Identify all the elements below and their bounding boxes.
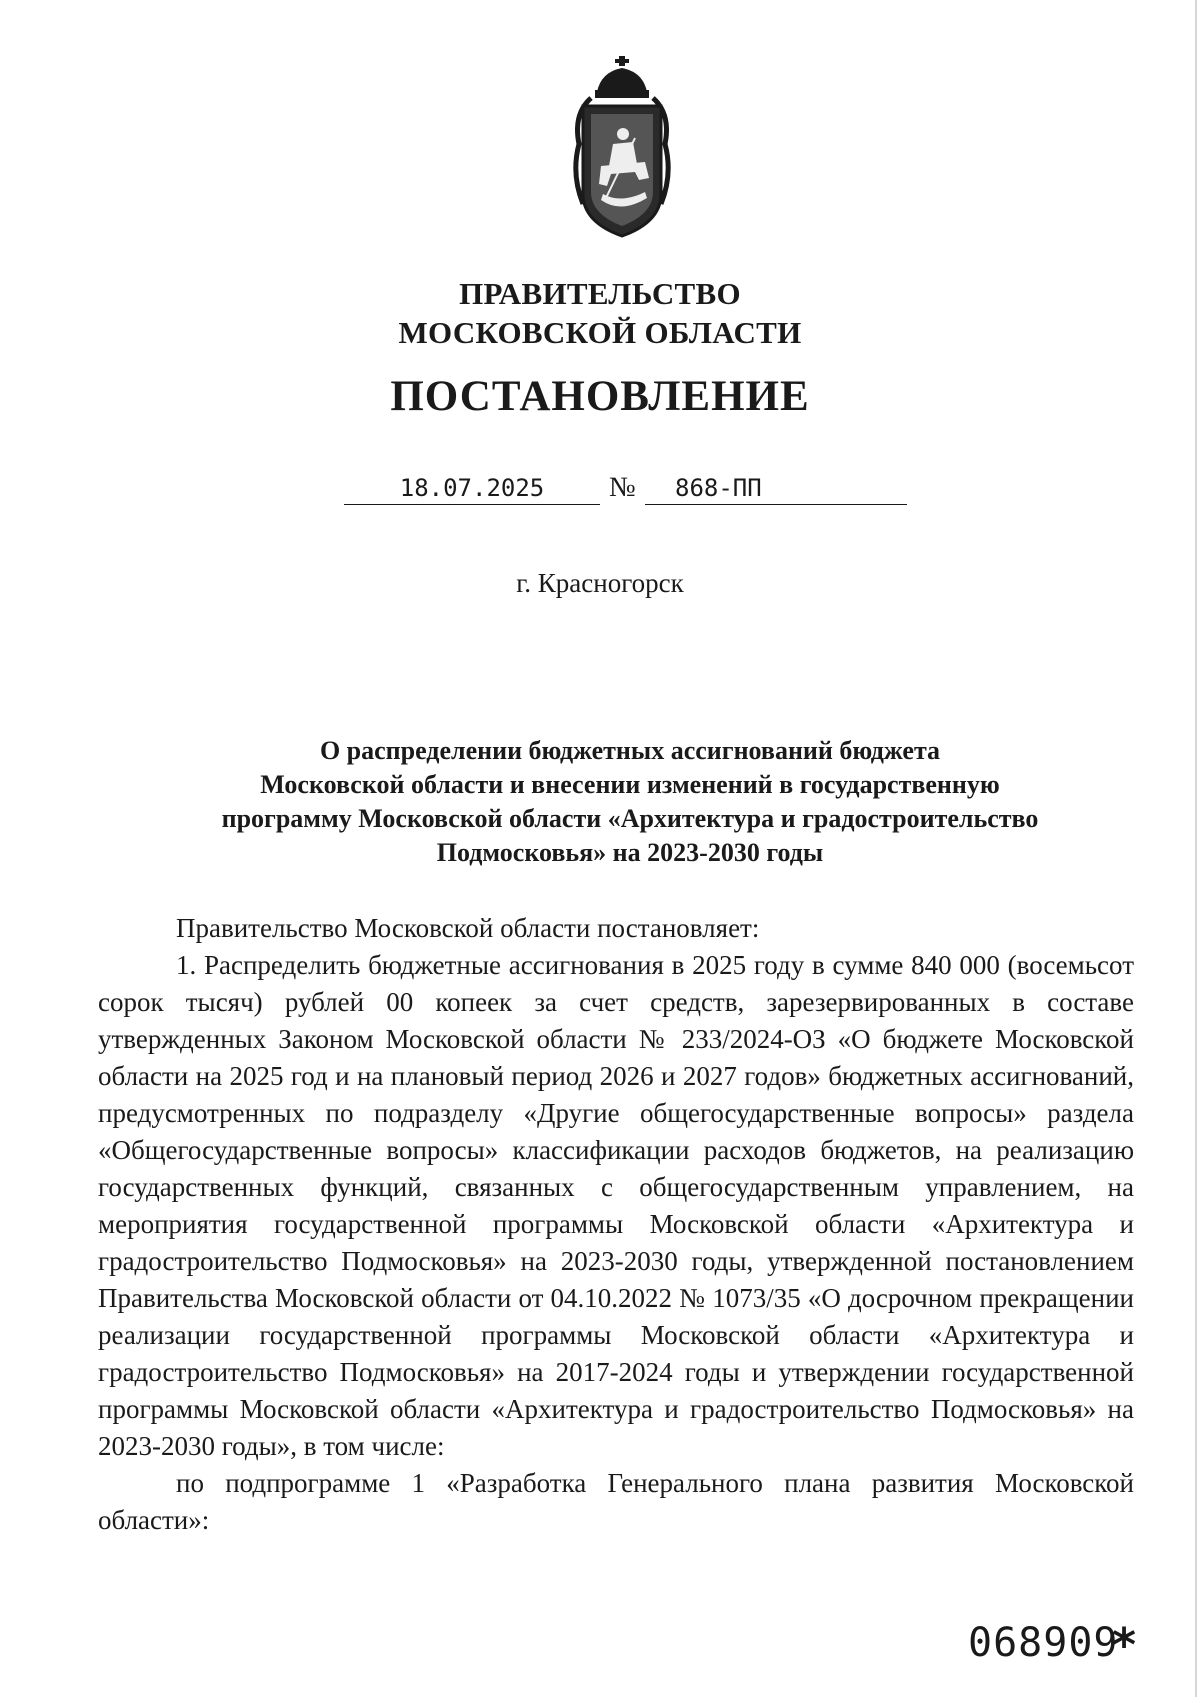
government-name [0,274,1200,352]
body-paragraph-1: 1. Распределить бюджетные ассигнования в 2025 году в сумме 840 000 (восемьсот сорок тысяч) рублей 00 копеек за счет средств, зарезервированных в составе утвержденных Законом Московской области № 233/2024-ОЗ «О бюджете Московской области на 2025 год и на плановый период 2026 и 2027 годов» бюджетных ассигнований, предусмотренных по подразделу «Другие общегосударственные вопросы» раздела «Общегосударственные вопросы» классификации расходов бюджетов, на реализацию государственных функций, связанных с общегосударственным управлением, на мероприятия государственной программы Московской области «Архитектура и градостроительство Подмосковья» на 2023-2030 годы, утвержденной постановлением Правительства Московской области от 04.10.2022 № 1073/35 «О досрочном прекращении реализации государственной программы Московской области «Архитектура и градостроительство Подмосковья» на 2017-2024 годы и утверждении государственной программы Московской области «Архитектура и градостроительство Подмосковья» на 2023-2030 годы», в том числе: [98,950,1134,1461]
coat-of-arms-emblem [561,54,683,242]
document-date: 18.07.2025 [344,472,600,505]
document-title [130,734,1130,870]
document-number: 868-ПП [645,472,907,505]
city-of-issue: г. Красногорск [516,568,684,598]
serial-number: 068909 [968,1620,1119,1666]
body-intro: Правительство Московской области постановляет: [176,913,760,943]
scan-edge [1195,0,1197,1697]
title-line1: О распределении бюджетных ассигнований бюджета [319,736,941,765]
title-line4: Подмосковья» на 2023-2030 годы [436,838,824,867]
serial-star-mark: * [1112,1618,1137,1672]
document-type: ПОСТАНОВЛЕНИЕ [390,373,810,420]
body-paragraph-2: по подпрограмме 1 «Разработка Генерального плана развития Московской области»: [98,1468,1134,1535]
title-line3: программу Московской области «Архитектура и градостроительство [221,804,1039,833]
government-name-line1: ПРАВИТЕЛЬСТВО [459,276,741,311]
registration-line [0,472,1200,512]
document-body [98,910,1134,1539]
number-sign: № [609,472,636,503]
title-line2: Московской области и внесении изменений в государственную [260,770,1000,799]
government-name-line2: МОСКОВСКОЙ ОБЛАСТИ [398,315,802,350]
